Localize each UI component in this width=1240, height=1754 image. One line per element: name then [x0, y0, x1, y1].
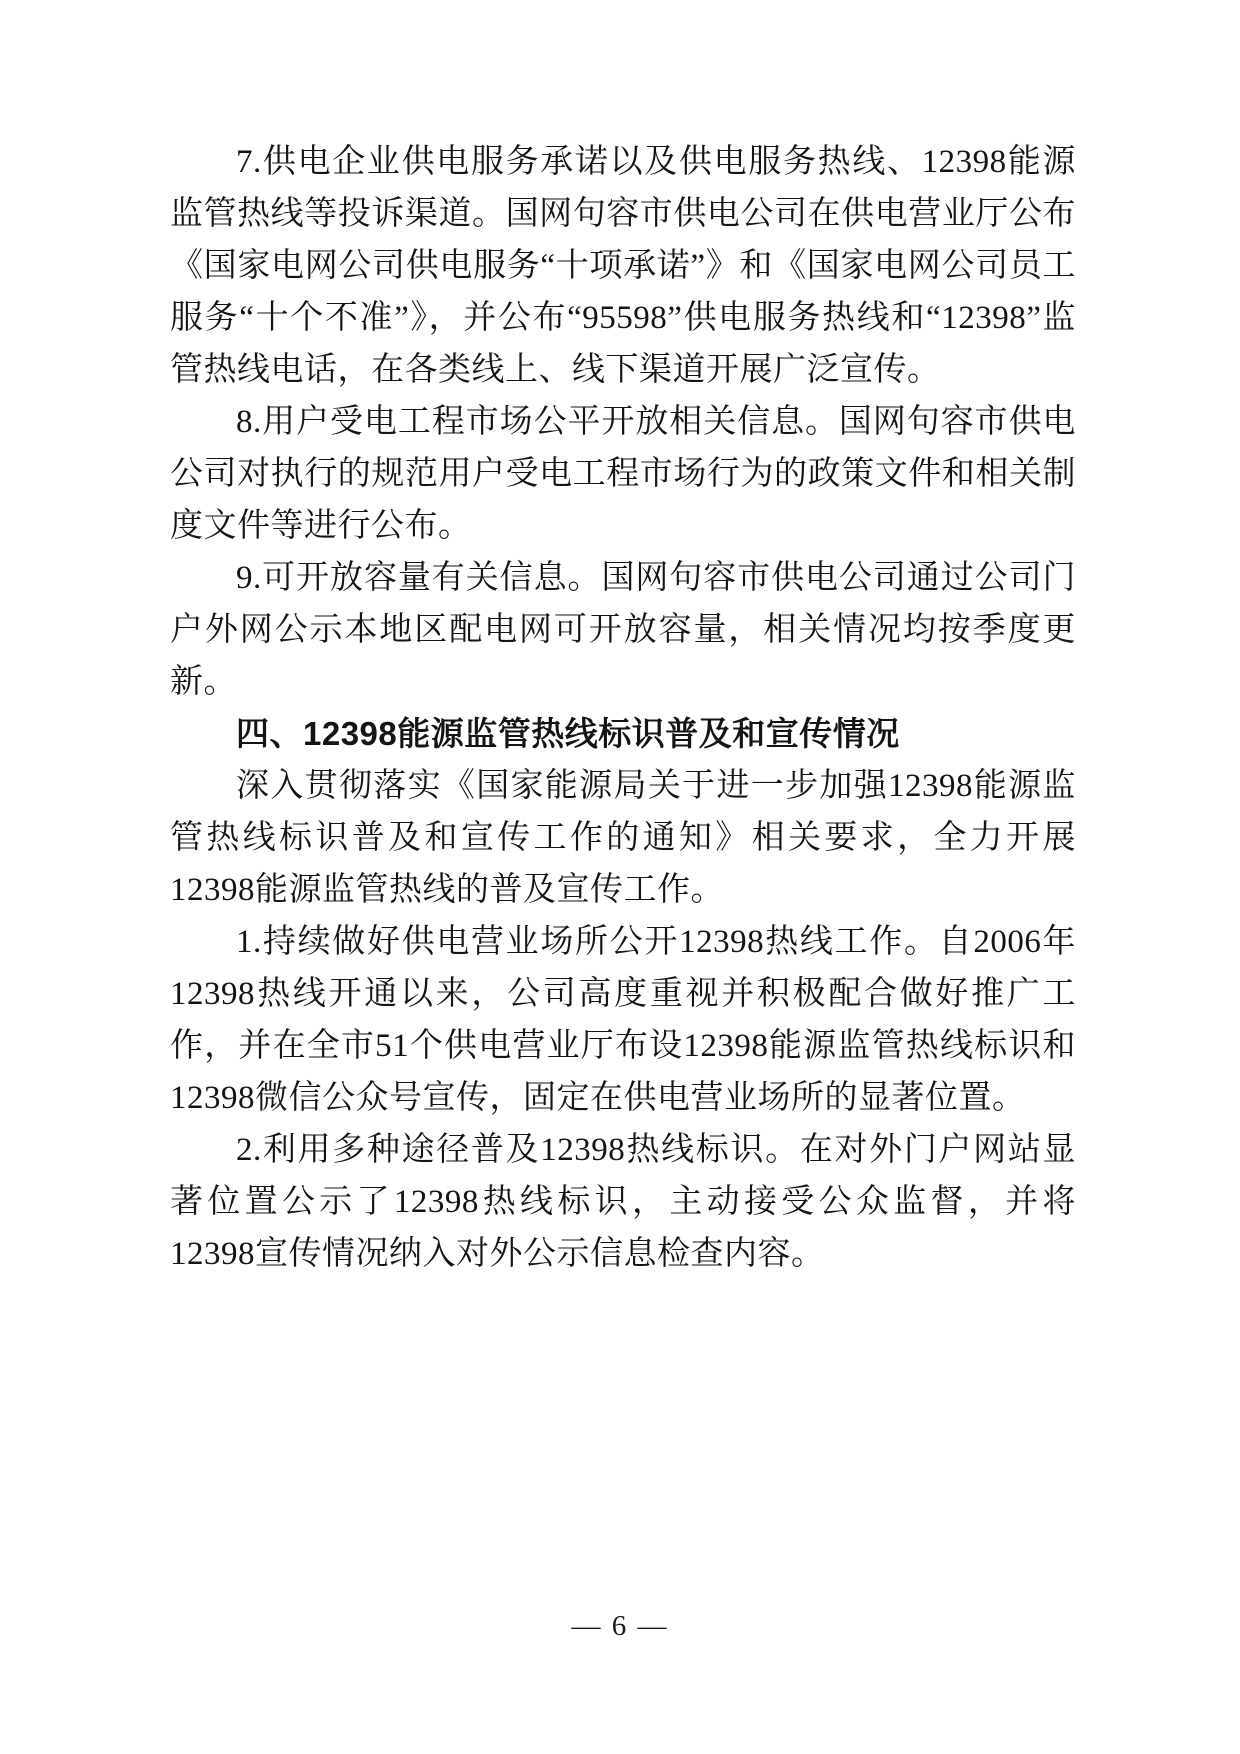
paragraph-item-9: 9.可开放容量有关信息。国网句容市供电公司通过公司门户外网公示本地区配电网可开放容量，相关情况均按季度更新。 [170, 560, 1076, 700]
paragraph-section-intro: 深入贯彻落实《国家能源局关于进一步加强12398能源监管热线标识普及和宣传工作的通知》相关要求，全力开展12398能源监管热线的普及宣传工作。 [170, 768, 1076, 908]
section-heading-four: 四、12398能源监管热线标识普及和宣传情况 [236, 715, 900, 752]
paragraph-item-2: 2.利用多种途径普及12398热线标识。在对外门户网站显著位置公示了12398热线标识，主动接受公众监督，并将12398宣传情况纳入对外公示信息检查内容。 [170, 1132, 1076, 1272]
page-footer [0, 1608, 1240, 1644]
paragraph-item-8: 8.用户受电工程市场公平开放相关信息。国网句容市供电公司对执行的规范用户受电工程市场行为的政策文件和相关制度文件等进行公布。 [170, 404, 1076, 544]
page-number: — 6 — [571, 1610, 669, 1642]
document-body [170, 136, 1076, 1280]
paragraph-item-1: 1.持续做好供电营业场所公开12398热线工作。自2006年12398热线开通以来，公司高度重视并积极配合做好推广工作，并在全市51个供电营业厅布设12398能源监管热线标识和12398微信公众号宣传，固定在供电营业场所的显著位置。 [170, 924, 1076, 1116]
paragraph-item-7: 7.供电企业供电服务承诺以及供电服务热线、12398能源监管热线等投诉渠道。国网句容市供电公司在供电营业厅公布《国家电网公司供电服务“十项承诺”》和《国家电网公司员工服务“十个不准”》，并公布“95598”供电服务热线和“12398”监管热线电话，在各类线上、线下渠道开展广泛宣传。 [170, 144, 1076, 388]
